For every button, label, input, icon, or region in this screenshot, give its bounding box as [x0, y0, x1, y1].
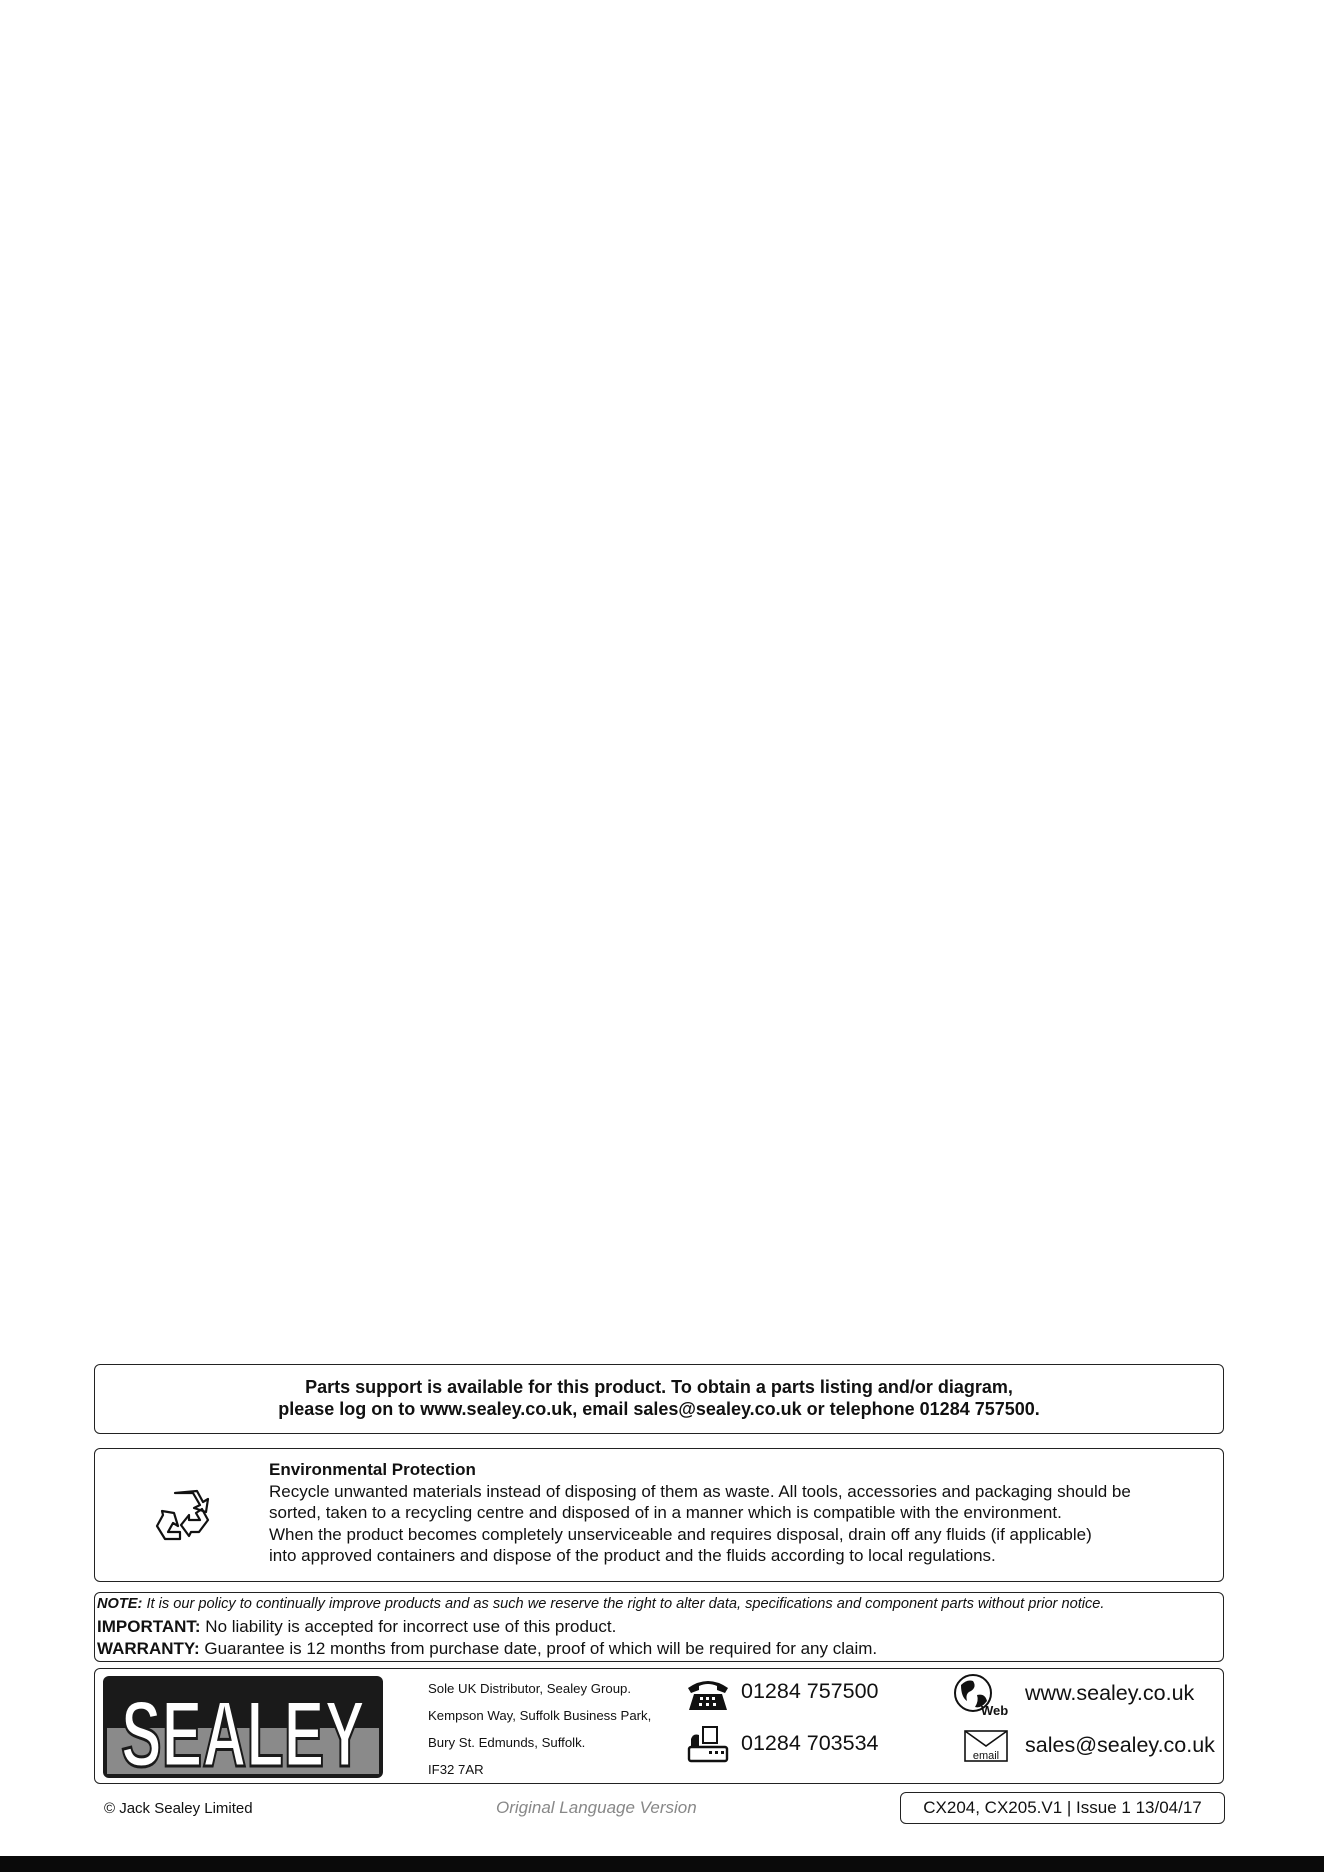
environmental-protection-box: [94, 1448, 1224, 1582]
environmental-line-1: Recycle unwanted materials instead of disposing of them as waste. All tools, accessories and packaging should be: [269, 1481, 1131, 1501]
environmental-title: Environmental Protection: [269, 1460, 476, 1479]
email-address[interactable]: sales@sealey.co.uk: [1025, 1733, 1215, 1757]
web-icon-label: Web: [981, 1703, 1009, 1717]
environmental-line-4: into approved containers and dispose of the product and the fluids according to local regulations.: [269, 1546, 996, 1565]
bottom-edge-bar: [0, 1856, 1324, 1872]
document-reference: CX204, CX205.V1 | Issue 1 13/04/17: [900, 1792, 1225, 1824]
original-language-label: Original Language Version: [496, 1798, 697, 1817]
address-line-2: Kempson Way, Suffolk Business Park,: [428, 1708, 652, 1723]
warranty-line: [97, 1638, 1223, 1661]
environmental-line-2: sorted, taken to a recycling centre and disposed of in a manner which is compatible with the environment.: [269, 1503, 1062, 1522]
warranty-text: Guarantee is 12 months from purchase date, proof of which will be required for any claim.: [199, 1639, 878, 1658]
contact-box: [94, 1668, 1224, 1784]
note-line: [97, 1593, 1223, 1616]
notice-box: [94, 1592, 1224, 1662]
distributor-address: [428, 1675, 651, 1783]
recycle-icon: [153, 1485, 215, 1547]
parts-support-box: [94, 1364, 1224, 1434]
address-line-4: IF32 7AR: [428, 1762, 484, 1777]
warranty-label: WARRANTY:: [97, 1639, 200, 1658]
logo-text: SEALEY: [121, 1681, 365, 1778]
environmental-line-3: When the product becomes completely unserviceable and requires disposal, drain off any fluids (if applicable): [269, 1524, 1092, 1544]
sealey-logo: [103, 1676, 383, 1778]
website-url[interactable]: www.sealey.co.uk: [1025, 1681, 1195, 1705]
important-line: [97, 1616, 1223, 1639]
email-envelope-icon: [963, 1727, 1009, 1763]
note-label: NOTE:: [97, 1596, 143, 1612]
address-line-3: Bury St. Edmunds, Suffolk.: [428, 1735, 586, 1750]
email-icon-label: email: [972, 1750, 1000, 1762]
telephone-icon: [685, 1676, 731, 1712]
important-label: IMPORTANT:: [97, 1616, 201, 1636]
globe-web-icon: [953, 1673, 1011, 1717]
note-text: It is our policy to continually improve products and as such we reserve the right to alter data, specifications and component parts without prior notice.: [142, 1596, 1105, 1612]
important-text: No liability is accepted for incorrect use of this product.: [200, 1616, 617, 1636]
phone-number: 01284 757500: [741, 1679, 879, 1703]
parts-support-line-1: Parts support is available for this product. To obtain a parts listing and/or diagram,: [305, 1377, 1013, 1397]
copyright-text: © Jack Sealey Limited: [104, 1800, 253, 1817]
address-line-1: Sole UK Distributor, Sealey Group.: [428, 1681, 632, 1696]
fax-number: 01284 703534: [741, 1731, 879, 1755]
fax-icon: [687, 1725, 729, 1763]
parts-support-line-2: please log on to www.sealey.co.uk, email sales@sealey.co.uk or telephone 01284 757500.: [278, 1399, 1040, 1419]
